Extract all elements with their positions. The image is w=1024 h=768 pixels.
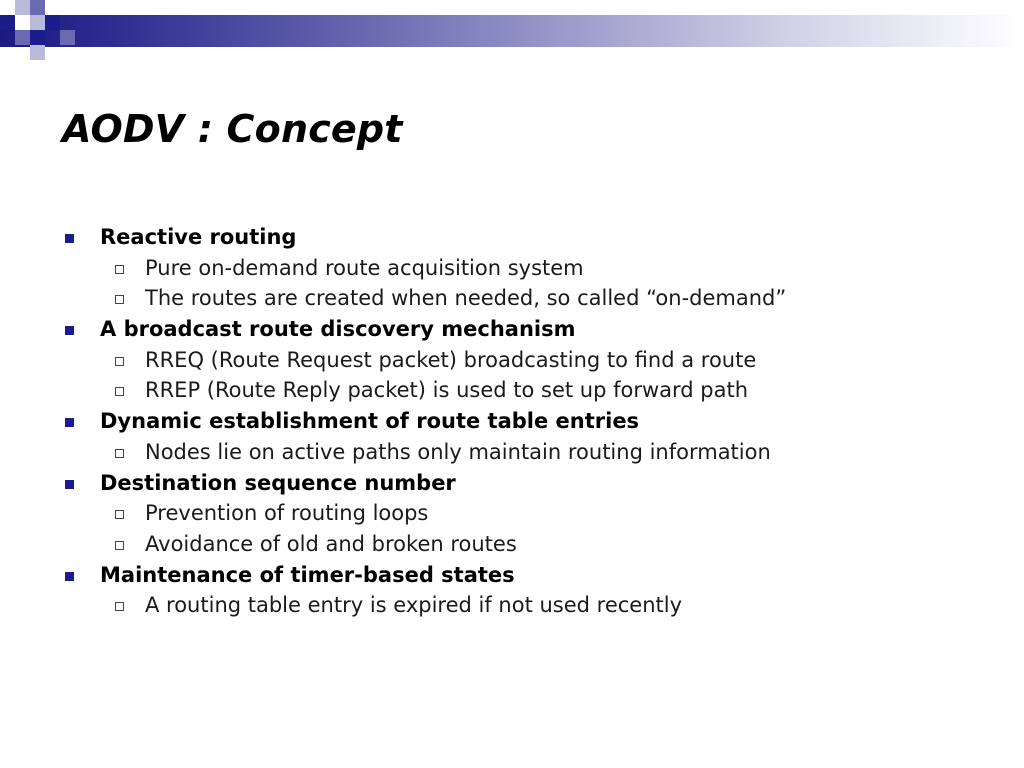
- bullet-item: [60, 560, 1000, 591]
- bullet-item: [60, 222, 1000, 253]
- decor-square: [45, 15, 60, 30]
- sub-bullet-item: [60, 529, 1000, 560]
- decor-square: [30, 0, 45, 15]
- sub-bullet-text: Avoidance of old and broken routes: [145, 531, 517, 556]
- sub-bullet-item: [60, 437, 1000, 468]
- square-bullet-icon: [65, 480, 74, 489]
- hollow-square-bullet-icon: [115, 449, 124, 458]
- bullet-text: Reactive routing: [100, 225, 297, 249]
- square-bullet-icon: [65, 418, 74, 427]
- sub-bullet-item: [60, 253, 1000, 284]
- bullet-text: Maintenance of timer-based states: [100, 562, 515, 587]
- bullet-text: Destination sequence number: [100, 470, 456, 495]
- decor-square: [30, 30, 45, 45]
- hollow-square-bullet-icon: [115, 541, 124, 550]
- sub-bullet-text: RREP (Route Reply packet) is used to set up forward path: [145, 378, 749, 403]
- header-gradient-band: [0, 15, 1024, 47]
- bullet-list: [60, 222, 1000, 621]
- bullet-text: A broadcast route discovery mechanism: [100, 317, 576, 342]
- hollow-square-bullet-icon: [115, 265, 124, 274]
- hollow-square-bullet-icon: [115, 510, 124, 519]
- square-bullet-icon: [65, 326, 74, 335]
- hollow-square-bullet-icon: [115, 387, 124, 396]
- bullet-item: [60, 406, 1000, 437]
- hollow-square-bullet-icon: [115, 602, 124, 611]
- sub-bullet-text: Pure on-demand route acquisition system: [145, 255, 584, 280]
- decor-square: [30, 45, 45, 60]
- sub-bullet-text: Nodes lie on active paths only maintain routing information: [145, 439, 771, 464]
- sub-bullet-item: [60, 345, 1000, 376]
- hollow-square-bullet-icon: [115, 295, 124, 304]
- sub-bullet-item: [60, 590, 1000, 621]
- decor-square: [15, 15, 30, 30]
- hollow-square-bullet-icon: [115, 357, 124, 366]
- sub-bullet-text: A routing table entry is expired if not used recently: [145, 593, 683, 618]
- square-bullet-icon: [65, 572, 74, 581]
- decor-square: [15, 0, 30, 15]
- bullet-text: Dynamic establishment of route table entries: [100, 409, 640, 434]
- bullet-item: [60, 314, 1000, 345]
- sub-bullet-item: [60, 283, 1000, 314]
- sub-bullet-text: RREQ (Route Request packet) broadcasting to find a route: [145, 347, 757, 372]
- slide-title: AODV : Concept: [62, 107, 403, 151]
- sub-bullet-item: [60, 375, 1000, 406]
- decor-square: [0, 15, 15, 30]
- decor-square: [60, 30, 75, 45]
- sub-bullet-text: Prevention of routing loops: [145, 501, 429, 526]
- decor-square: [30, 15, 45, 30]
- sub-bullet-text: The routes are created when needed, so called “on-demand”: [145, 286, 787, 311]
- sub-bullet-item: [60, 498, 1000, 529]
- decor-square: [15, 30, 30, 45]
- square-bullet-icon: [65, 234, 74, 243]
- bullet-item: [60, 468, 1000, 499]
